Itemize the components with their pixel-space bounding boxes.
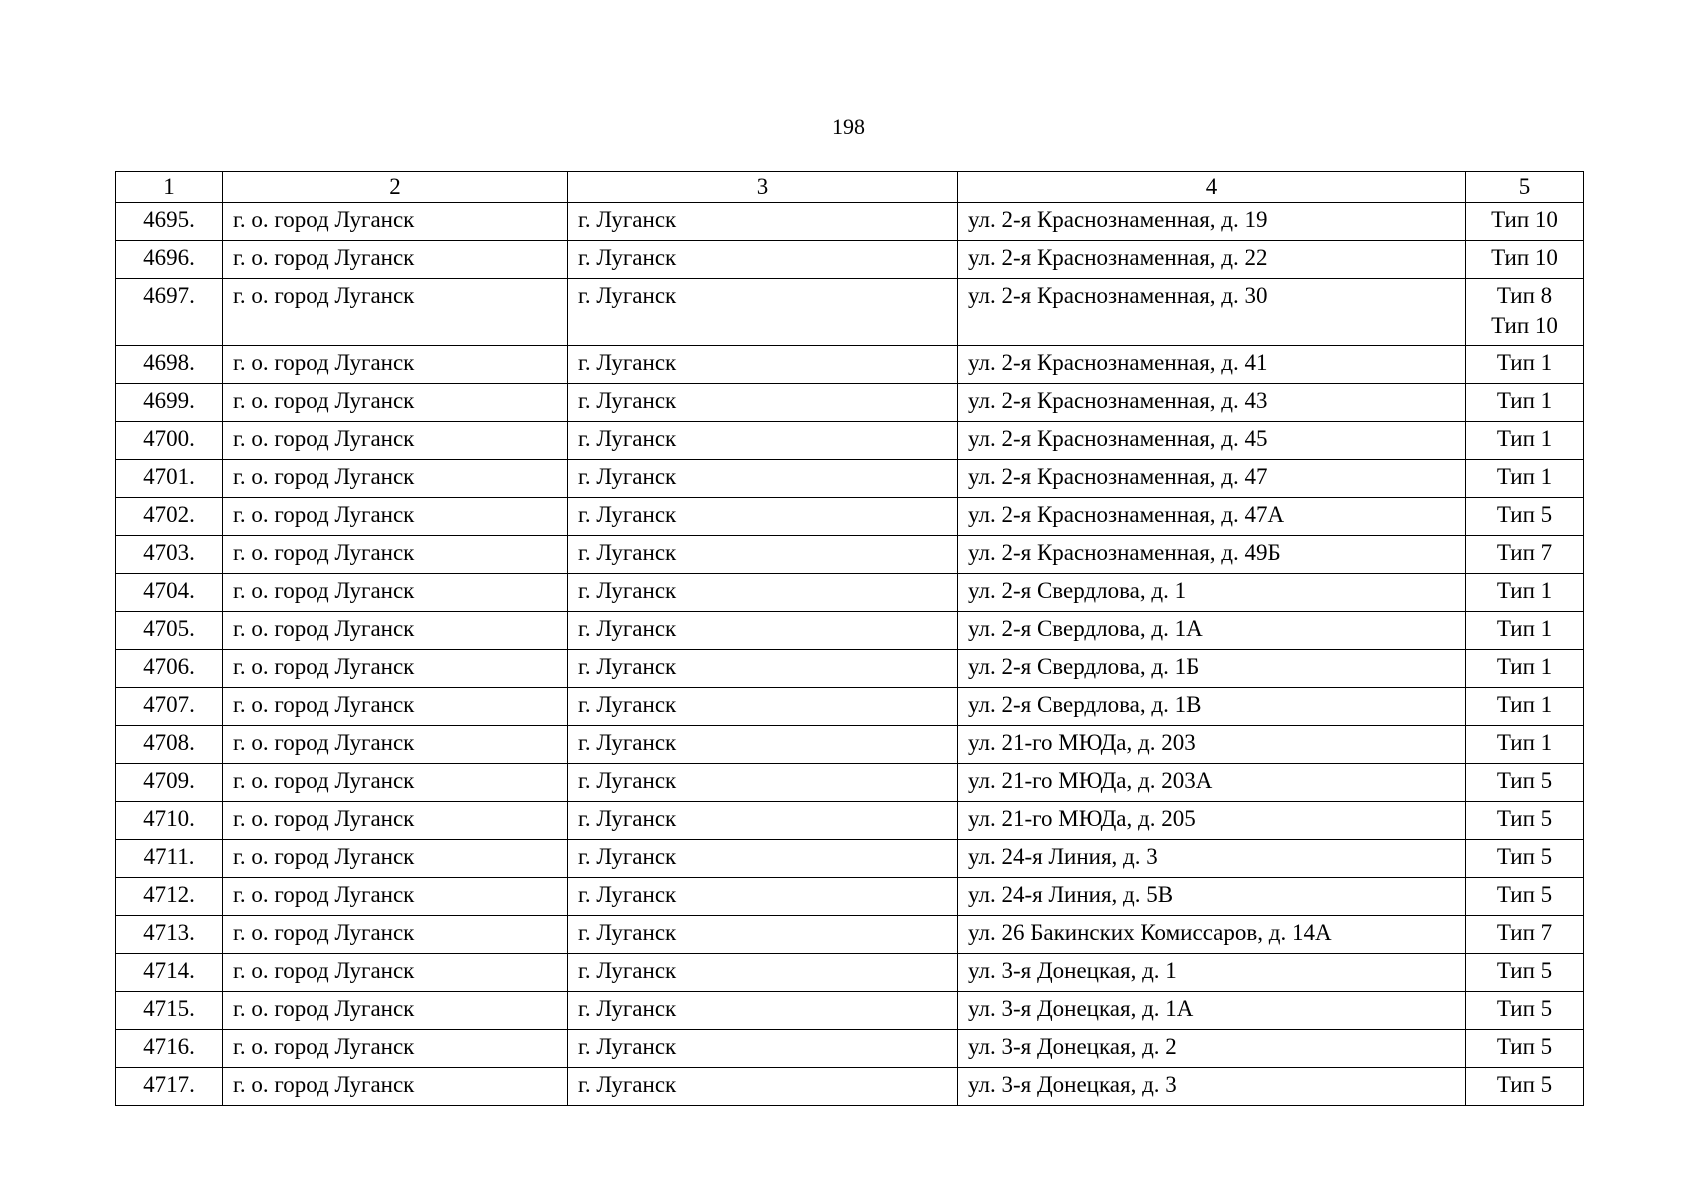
city-cell: г. Луганск xyxy=(568,992,958,1030)
type-cell xyxy=(1466,460,1584,498)
address-cell: ул. 2-я Краснознаменная, д. 49Б xyxy=(958,536,1466,574)
type-value: Тип 1 xyxy=(1496,654,1553,679)
row-number-cell: 4699. xyxy=(116,384,223,422)
table-row xyxy=(116,840,1584,878)
district-cell: г. о. город Луганск xyxy=(223,498,568,536)
type-cell xyxy=(1466,203,1584,241)
type-cell xyxy=(1466,650,1584,688)
type-cell xyxy=(1466,346,1584,384)
row-number-cell: 4697. xyxy=(116,279,223,346)
city-cell: г. Луганск xyxy=(568,916,958,954)
table-row xyxy=(116,688,1584,726)
city-cell: г. Луганск xyxy=(568,840,958,878)
district-cell: г. о. город Луганск xyxy=(223,1068,568,1106)
type-value: Тип 1 xyxy=(1496,464,1553,489)
type-value: Тип 5 xyxy=(1496,844,1553,869)
header-col-1: 1 xyxy=(116,172,223,203)
district-cell: г. о. город Луганск xyxy=(223,346,568,384)
city-cell: г. Луганск xyxy=(568,878,958,916)
type-value: Тип 8 xyxy=(1496,283,1553,308)
row-number-cell: 4704. xyxy=(116,574,223,612)
city-cell: г. Луганск xyxy=(568,241,958,279)
district-cell: г. о. город Луганск xyxy=(223,650,568,688)
district-cell: г. о. город Луганск xyxy=(223,1030,568,1068)
type-cell xyxy=(1466,1030,1584,1068)
header-row xyxy=(116,172,1584,203)
district-cell: г. о. город Луганск xyxy=(223,460,568,498)
row-number-cell: 4712. xyxy=(116,878,223,916)
type-value: Тип 5 xyxy=(1496,996,1553,1021)
type-value: Тип 1 xyxy=(1496,730,1553,755)
city-cell: г. Луганск xyxy=(568,764,958,802)
type-cell xyxy=(1466,878,1584,916)
city-cell: г. Луганск xyxy=(568,688,958,726)
address-cell: ул. 24-я Линия, д. 5В xyxy=(958,878,1466,916)
table-row xyxy=(116,422,1584,460)
row-number-cell: 4705. xyxy=(116,612,223,650)
register-table xyxy=(115,171,1584,1106)
table-row xyxy=(116,878,1584,916)
address-cell: ул. 2-я Краснознаменная, д. 22 xyxy=(958,241,1466,279)
type-value: Тип 1 xyxy=(1496,616,1553,641)
row-number-cell: 4703. xyxy=(116,536,223,574)
row-number-cell: 4716. xyxy=(116,1030,223,1068)
city-cell: г. Луганск xyxy=(568,1068,958,1106)
address-cell: ул. 3-я Донецкая, д. 1А xyxy=(958,992,1466,1030)
row-number-cell: 4696. xyxy=(116,241,223,279)
district-cell: г. о. город Луганск xyxy=(223,384,568,422)
row-number-cell: 4710. xyxy=(116,802,223,840)
table-row xyxy=(116,203,1584,241)
address-cell: ул. 2-я Свердлова, д. 1В xyxy=(958,688,1466,726)
type-cell xyxy=(1466,1068,1584,1106)
type-value: Тип 7 xyxy=(1496,540,1553,565)
district-cell: г. о. город Луганск xyxy=(223,688,568,726)
address-cell: ул. 3-я Донецкая, д. 3 xyxy=(958,1068,1466,1106)
type-value: Тип 5 xyxy=(1496,958,1553,983)
row-number-cell: 4701. xyxy=(116,460,223,498)
row-number-cell: 4709. xyxy=(116,764,223,802)
city-cell: г. Луганск xyxy=(568,726,958,764)
type-cell xyxy=(1466,498,1584,536)
district-cell: г. о. город Луганск xyxy=(223,422,568,460)
city-cell: г. Луганск xyxy=(568,650,958,688)
table-row xyxy=(116,384,1584,422)
district-cell: г. о. город Луганск xyxy=(223,954,568,992)
district-cell: г. о. город Луганск xyxy=(223,840,568,878)
address-cell: ул. 2-я Краснознаменная, д. 41 xyxy=(958,346,1466,384)
row-number-cell: 4711. xyxy=(116,840,223,878)
district-cell: г. о. город Луганск xyxy=(223,726,568,764)
table-row xyxy=(116,574,1584,612)
address-cell: ул. 2-я Свердлова, д. 1А xyxy=(958,612,1466,650)
type-cell xyxy=(1466,992,1584,1030)
address-cell: ул. 3-я Донецкая, д. 1 xyxy=(958,954,1466,992)
address-cell: ул. 21-го МЮДа, д. 203А xyxy=(958,764,1466,802)
row-number-cell: 4707. xyxy=(116,688,223,726)
row-number-cell: 4713. xyxy=(116,916,223,954)
row-number-cell: 4715. xyxy=(116,992,223,1030)
city-cell: г. Луганск xyxy=(568,346,958,384)
table-row xyxy=(116,279,1584,346)
district-cell: г. о. город Луганск xyxy=(223,802,568,840)
table-row xyxy=(116,241,1584,279)
table-row xyxy=(116,916,1584,954)
type-value: Тип 5 xyxy=(1496,502,1553,527)
type-cell xyxy=(1466,241,1584,279)
address-cell: ул. 3-я Донецкая, д. 2 xyxy=(958,1030,1466,1068)
district-cell: г. о. город Луганск xyxy=(223,536,568,574)
type-value: Тип 5 xyxy=(1496,882,1553,907)
address-cell: ул. 2-я Краснознаменная, д. 19 xyxy=(958,203,1466,241)
table-row xyxy=(116,802,1584,840)
city-cell: г. Луганск xyxy=(568,460,958,498)
header-col-5: 5 xyxy=(1466,172,1584,203)
address-cell: ул. 24-я Линия, д. 3 xyxy=(958,840,1466,878)
city-cell: г. Луганск xyxy=(568,384,958,422)
city-cell: г. Луганск xyxy=(568,802,958,840)
header-col-2: 2 xyxy=(223,172,568,203)
type-value: Тип 5 xyxy=(1496,806,1553,831)
row-number-cell: 4714. xyxy=(116,954,223,992)
district-cell: г. о. город Луганск xyxy=(223,878,568,916)
type-value: Тип 5 xyxy=(1496,1072,1553,1097)
type-value: Тип 1 xyxy=(1496,426,1553,451)
table-row xyxy=(116,460,1584,498)
row-number-cell: 4717. xyxy=(116,1068,223,1106)
table-row xyxy=(116,726,1584,764)
table-row xyxy=(116,954,1584,992)
header-col-3: 3 xyxy=(568,172,958,203)
table-row xyxy=(116,1030,1584,1068)
table-row xyxy=(116,536,1584,574)
address-cell: ул. 2-я Свердлова, д. 1 xyxy=(958,574,1466,612)
district-cell: г. о. город Луганск xyxy=(223,764,568,802)
table-body xyxy=(116,203,1584,1106)
city-cell: г. Луганск xyxy=(568,536,958,574)
city-cell: г. Луганск xyxy=(568,612,958,650)
address-cell: ул. 21-го МЮДа, д. 203 xyxy=(958,726,1466,764)
address-cell: ул. 2-я Краснознаменная, д. 47А xyxy=(958,498,1466,536)
type-cell xyxy=(1466,536,1584,574)
table-row xyxy=(116,498,1584,536)
row-number-cell: 4706. xyxy=(116,650,223,688)
type-value: Тип 10 xyxy=(1491,313,1558,338)
type-cell xyxy=(1466,279,1584,346)
type-cell xyxy=(1466,574,1584,612)
type-cell xyxy=(1466,384,1584,422)
city-cell: г. Луганск xyxy=(568,1030,958,1068)
address-cell: ул. 26 Бакинских Комиссаров, д. 14А xyxy=(958,916,1466,954)
row-number-cell: 4695. xyxy=(116,203,223,241)
row-number-cell: 4700. xyxy=(116,422,223,460)
address-cell: ул. 2-я Свердлова, д. 1Б xyxy=(958,650,1466,688)
type-cell xyxy=(1466,916,1584,954)
district-cell: г. о. город Луганск xyxy=(223,916,568,954)
row-number-cell: 4702. xyxy=(116,498,223,536)
page-number: 198 xyxy=(832,114,865,139)
table-row xyxy=(116,612,1584,650)
district-cell: г. о. город Луганск xyxy=(223,612,568,650)
type-value: Тип 10 xyxy=(1491,245,1558,270)
address-cell: ул. 2-я Краснознаменная, д. 43 xyxy=(958,384,1466,422)
type-value: Тип 1 xyxy=(1496,350,1553,375)
table-row xyxy=(116,346,1584,384)
type-cell xyxy=(1466,422,1584,460)
city-cell: г. Луганск xyxy=(568,422,958,460)
type-cell xyxy=(1466,726,1584,764)
table-row xyxy=(116,764,1584,802)
type-cell xyxy=(1466,840,1584,878)
city-cell: г. Луганск xyxy=(568,954,958,992)
type-cell xyxy=(1466,954,1584,992)
table-row xyxy=(116,650,1584,688)
row-number-cell: 4698. xyxy=(116,346,223,384)
district-cell: г. о. город Луганск xyxy=(223,992,568,1030)
type-value: Тип 5 xyxy=(1496,768,1553,793)
city-cell: г. Луганск xyxy=(568,203,958,241)
address-cell: ул. 2-я Краснознаменная, д. 45 xyxy=(958,422,1466,460)
type-cell xyxy=(1466,802,1584,840)
table-row xyxy=(116,1068,1584,1106)
header-col-4: 4 xyxy=(958,172,1466,203)
row-number-cell: 4708. xyxy=(116,726,223,764)
city-cell: г. Луганск xyxy=(568,279,958,346)
type-value: Тип 5 xyxy=(1496,1034,1553,1059)
type-cell xyxy=(1466,612,1584,650)
address-cell: ул. 2-я Краснознаменная, д. 30 xyxy=(958,279,1466,346)
address-cell: ул. 21-го МЮДа, д. 205 xyxy=(958,802,1466,840)
district-cell: г. о. город Луганск xyxy=(223,279,568,346)
district-cell: г. о. город Луганск xyxy=(223,574,568,612)
type-value: Тип 1 xyxy=(1496,692,1553,717)
city-cell: г. Луганск xyxy=(568,498,958,536)
type-cell xyxy=(1466,688,1584,726)
type-value: Тип 7 xyxy=(1496,920,1553,945)
address-cell: ул. 2-я Краснознаменная, д. 47 xyxy=(958,460,1466,498)
table-row xyxy=(116,992,1584,1030)
table-header xyxy=(116,172,1584,203)
type-value: Тип 10 xyxy=(1491,207,1558,232)
type-value: Тип 1 xyxy=(1496,578,1553,603)
district-cell: г. о. город Луганск xyxy=(223,241,568,279)
district-cell: г. о. город Луганск xyxy=(223,203,568,241)
type-cell xyxy=(1466,764,1584,802)
city-cell: г. Луганск xyxy=(568,574,958,612)
type-value: Тип 1 xyxy=(1496,388,1553,413)
